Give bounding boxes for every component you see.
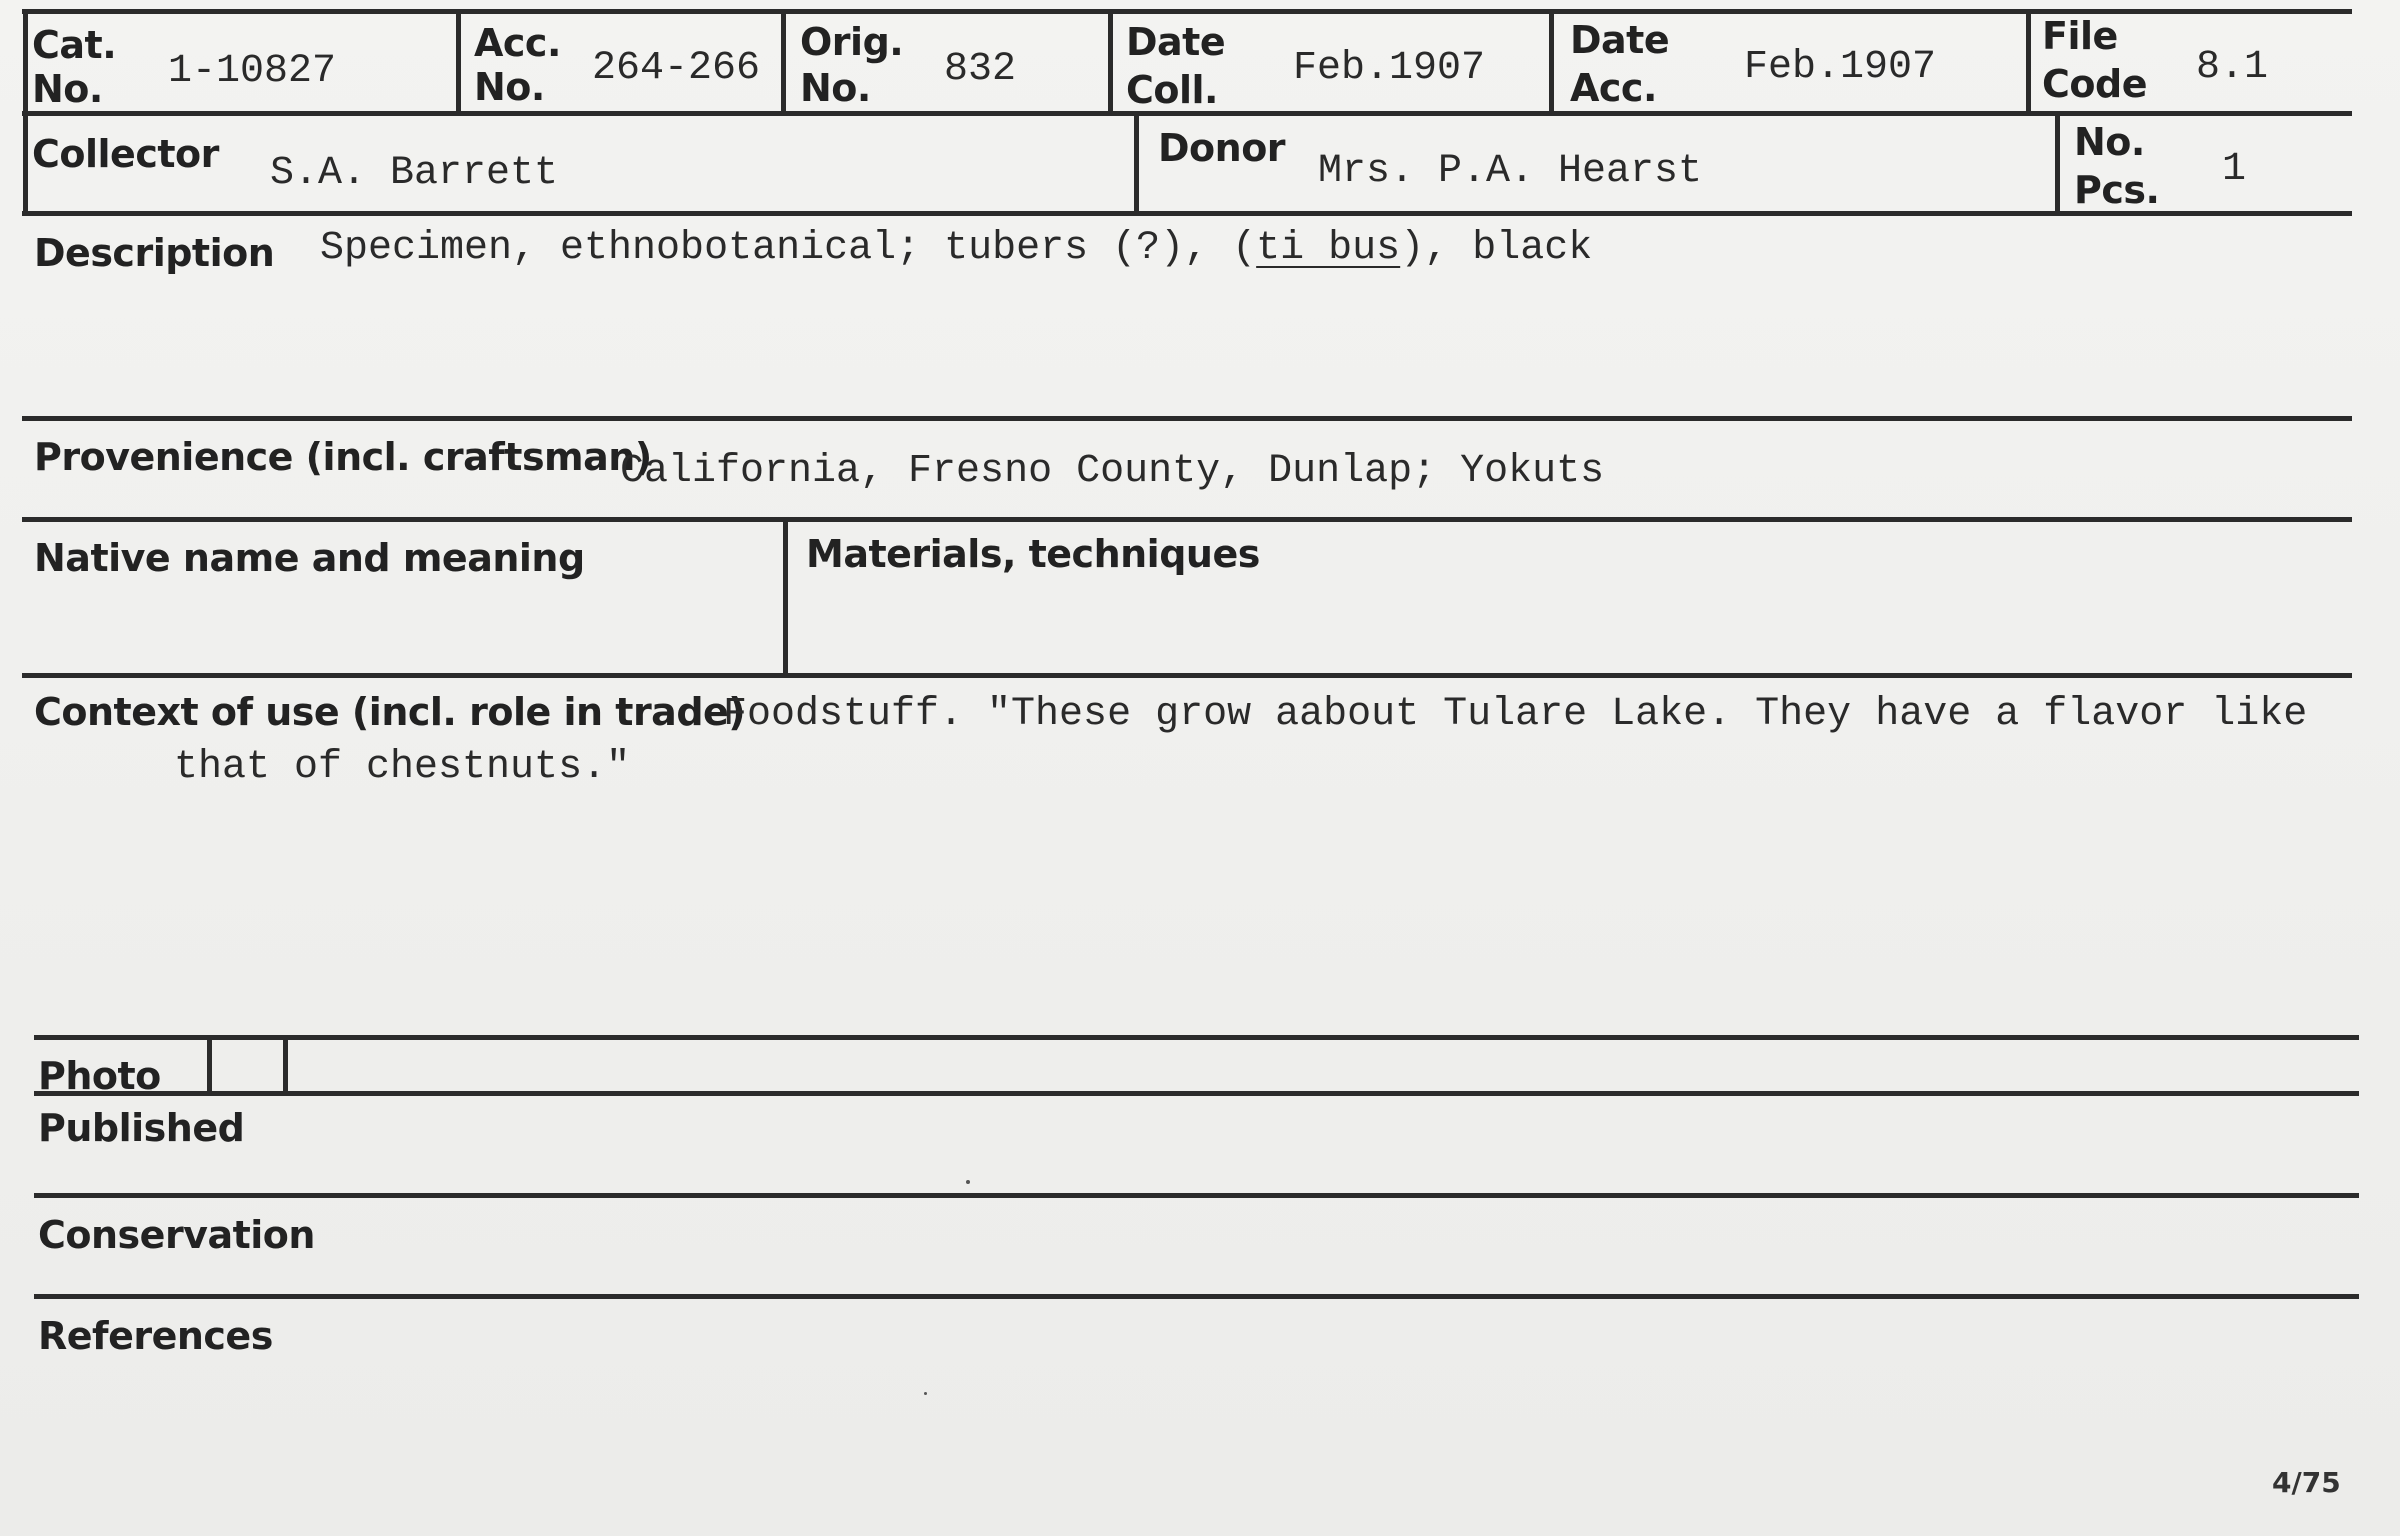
- page-number: 4/75: [2272, 1466, 2341, 1499]
- file-code-value: 8.1: [2196, 45, 2269, 90]
- paper-speck: [924, 1392, 927, 1395]
- rule-row2-bottom: [22, 211, 2352, 216]
- donor-value: Mrs. P.A. Hearst: [1318, 149, 1703, 194]
- description-label: Description: [34, 231, 275, 275]
- orig-no-label: Orig. No.: [800, 20, 904, 110]
- context-line-1: Foodstuff. "These grow aabout Tulare Lake. They have a flavor like: [723, 692, 2308, 737]
- donor-label: Donor: [1158, 126, 1286, 170]
- native-term: ti bus: [1256, 226, 1401, 271]
- references-label: References: [38, 1314, 273, 1358]
- rule-left-border: [23, 9, 28, 215]
- rule-published-bottom: [34, 1193, 2359, 1198]
- context-line-2: that of chestnuts.": [174, 745, 631, 790]
- orig-no-value: 832: [944, 47, 1017, 92]
- date-acc-label: Date Acc.: [1570, 18, 1670, 110]
- rule-div-dateacc-filecode: [2026, 9, 2031, 116]
- rule-photo-bottom: [34, 1091, 2359, 1096]
- rule-native-bottom: [22, 673, 2352, 678]
- rule-div-collector-donor: [1134, 111, 1139, 216]
- rule-div-donor-pcs: [2055, 111, 2060, 216]
- photo-label: Photo: [38, 1054, 161, 1098]
- description-value: [320, 225, 1592, 273]
- rule-top: [22, 9, 2352, 14]
- cat-no-value: 1-10827: [168, 49, 337, 94]
- rule-provenience-bottom: [22, 517, 2352, 522]
- no-pcs-value: 1: [2222, 147, 2247, 192]
- conservation-label: Conservation: [38, 1213, 315, 1257]
- date-coll-value: Feb.1907: [1293, 46, 1486, 91]
- date-coll-label: Date Coll.: [1126, 20, 1226, 112]
- native-name-label: Native name and meaning: [34, 536, 585, 580]
- rule-div-cat-acc: [456, 9, 461, 116]
- cat-no-label: Cat. No.: [32, 23, 117, 111]
- paper-speck: [966, 1180, 970, 1184]
- rule-div-native-materials: [783, 517, 788, 678]
- rule-description-bottom: [22, 416, 2352, 421]
- materials-label: Materials, techniques: [806, 532, 1260, 576]
- acc-no-label: Acc. No.: [474, 21, 561, 109]
- description-text-suffix: ), black: [1400, 226, 1593, 271]
- rule-photo-top: [34, 1035, 2359, 1040]
- photo-box-divider-1: [207, 1035, 212, 1096]
- rule-div-datecoll-dateacc: [1549, 9, 1554, 116]
- photo-box-divider-2: [283, 1035, 288, 1096]
- rule-div-orig-datecoll: [1108, 9, 1113, 116]
- provenience-label: Provenience (incl. craftsman): [34, 435, 652, 479]
- collector-label: Collector: [32, 132, 219, 176]
- date-acc-value: Feb.1907: [1744, 45, 1937, 90]
- file-code-label: File Code: [2042, 14, 2147, 106]
- rule-div-acc-orig: [781, 9, 786, 116]
- description-text-prefix: Specimen, ethnobotanical; tubers (?), (: [320, 226, 1257, 271]
- published-label: Published: [38, 1106, 245, 1150]
- rule-conservation-bottom: [34, 1294, 2359, 1299]
- no-pcs-label: No. Pcs.: [2074, 120, 2160, 212]
- collector-value: S.A. Barrett: [270, 151, 559, 196]
- provenience-value: California, Fresno County, Dunlap; Yokuts: [620, 449, 1605, 494]
- acc-no-value: 264-266: [592, 46, 761, 91]
- context-label: Context of use (incl. role in trade): [34, 690, 746, 734]
